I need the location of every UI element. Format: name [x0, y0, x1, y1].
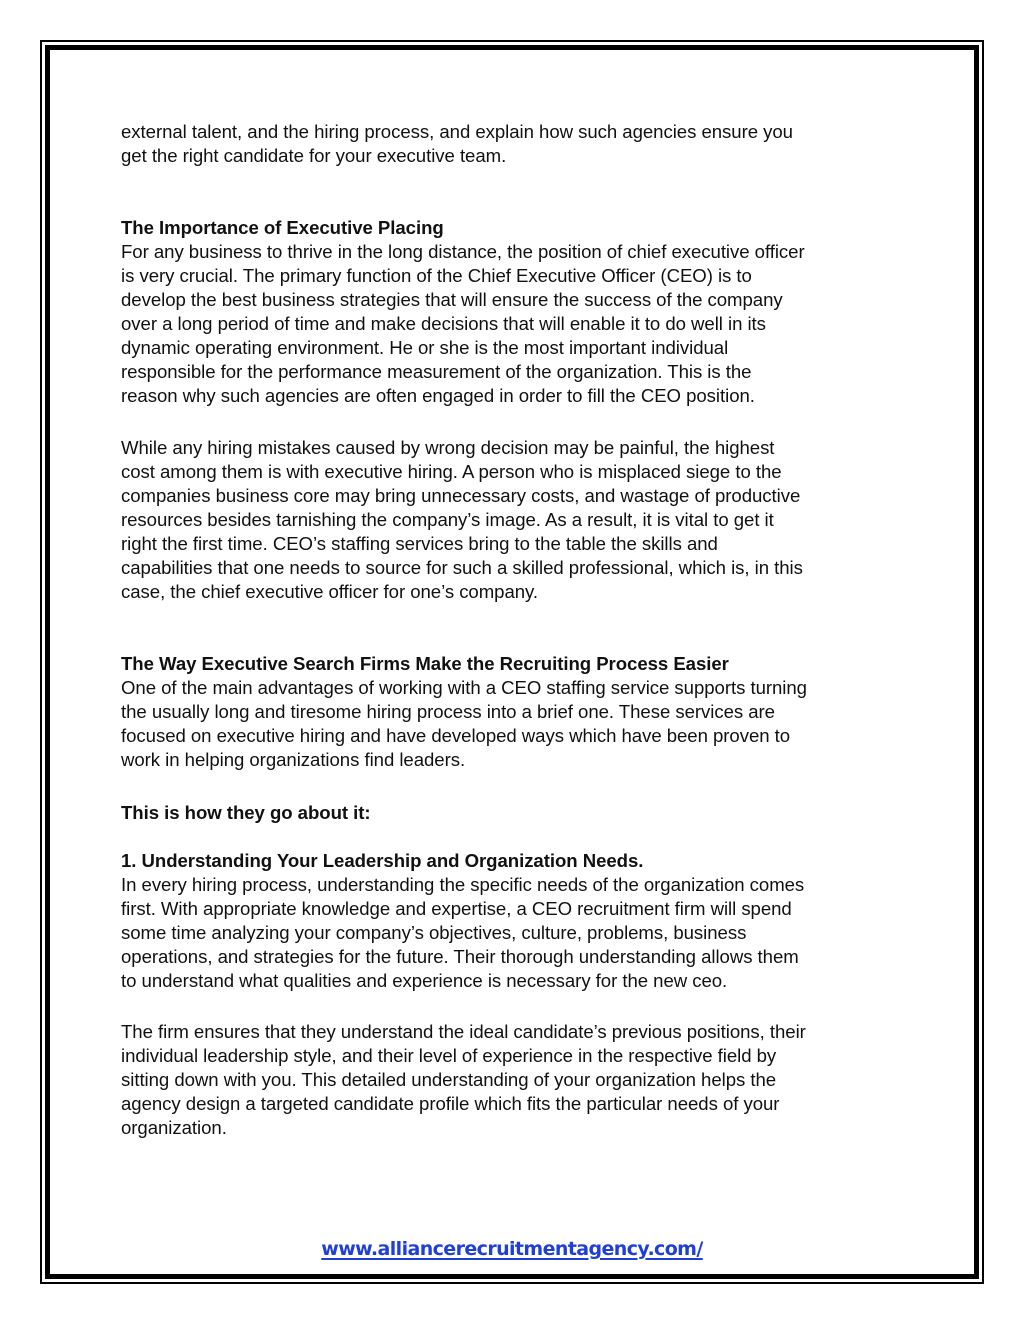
text-line: While any hiring mistakes caused by wrong decision may be painful, the highest — [121, 437, 775, 458]
text-line: first. With appropriate knowledge and expertise, a CEO recruitment firm will spend — [121, 898, 792, 919]
paragraph — [121, 436, 921, 604]
text-line: reason why such agencies are often engaged in order to fill the CEO position. — [121, 385, 755, 406]
text-line: the usually long and tiresome hiring process into a brief one. These services are — [121, 701, 775, 722]
paragraph — [121, 1020, 921, 1140]
section-heading: The Importance of Executive Placing — [121, 217, 444, 238]
website-link[interactable]: www.alliancerecruitmentagency.com/ — [321, 1238, 703, 1260]
text-line: cost among them is with executive hiring. A person who is misplaced siege to the — [121, 461, 782, 482]
text-line: One of the main advantages of working with a CEO staffing service supports turning — [121, 677, 807, 698]
text-line: work in helping organizations find leaders. — [121, 749, 466, 770]
text-line: organization. — [121, 1117, 227, 1138]
text-line: focused on executive hiring and have developed ways which have been proven to — [121, 725, 791, 746]
document-body — [121, 120, 921, 1140]
paragraph — [121, 676, 921, 772]
text-line: The firm ensures that they understand the ideal candidate’s previous positions, their — [121, 1021, 806, 1042]
section-heading: 1. Understanding Your Leadership and Organization Needs. — [121, 850, 644, 871]
paragraph — [121, 240, 921, 408]
paragraph — [121, 873, 921, 993]
text-line: over a long period of time and make decisions that will enable it to do well in its — [121, 313, 766, 334]
intro-paragraph — [121, 120, 921, 168]
text-line: agency design a targeted candidate profile which fits the particular needs of your — [121, 1093, 780, 1114]
text-line: sitting down with you. This detailed understanding of your organization helps the — [121, 1069, 777, 1090]
text-line: case, the chief executive officer for one’s company. — [121, 581, 539, 602]
section-way — [121, 652, 921, 825]
text-line: get the right candidate for your executive team. — [121, 145, 507, 166]
text-line: develop the best business strategies that will ensure the success of the company — [121, 289, 783, 310]
text-line: is very crucial. The primary function of the Chief Executive Officer (CEO) is to — [121, 265, 752, 286]
subheading: This is how they go about it: — [121, 802, 371, 823]
text-line: For any business to thrive in the long distance, the position of chief executive officer — [121, 241, 805, 262]
text-line: dynamic operating environment. He or she is the most important individual — [121, 337, 729, 358]
text-line: resources besides tarnishing the company’s image. As a result, it is vital to get it — [121, 509, 774, 530]
footer — [0, 1238, 1024, 1260]
section-understanding — [121, 849, 921, 1140]
text-line: operations, and strategies for the future. Their thorough understanding allows them — [121, 946, 799, 967]
text-line: to understand what qualities and experience is necessary for the new ceo. — [121, 970, 728, 991]
text-line: right the first time. CEO’s staffing services bring to the table the skills and — [121, 533, 718, 554]
section-importance — [121, 216, 921, 604]
text-line: capabilities that one needs to source for such a skilled professional, which is, in this — [121, 557, 803, 578]
section-heading: The Way Executive Search Firms Make the Recruiting Process Easier — [121, 653, 729, 674]
text-line: companies business core may bring unnecessary costs, and wastage of productive — [121, 485, 801, 506]
text-line: responsible for the performance measurement of the organization. This is the — [121, 361, 752, 382]
text-line: individual leadership style, and their level of experience in the respective field by — [121, 1045, 777, 1066]
text-line: external talent, and the hiring process, and explain how such agencies ensure you — [121, 121, 793, 142]
text-line: some time analyzing your company’s objectives, culture, problems, business — [121, 922, 747, 943]
text-line: In every hiring process, understanding the specific needs of the organization comes — [121, 874, 805, 895]
